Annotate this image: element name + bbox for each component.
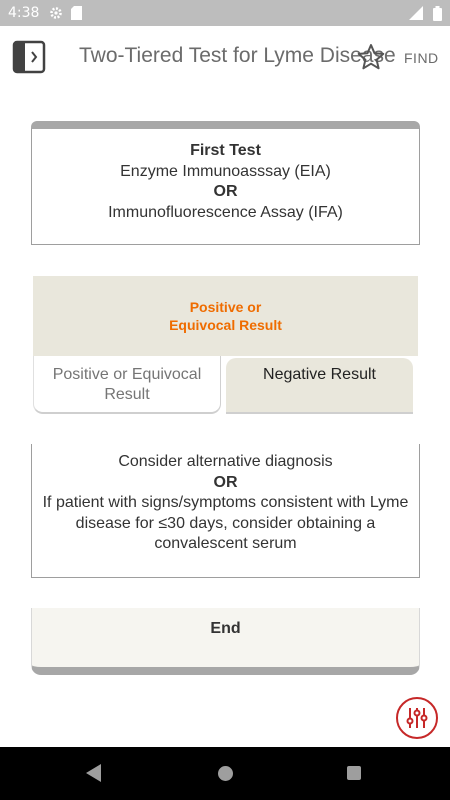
result-or: OR bbox=[213, 473, 238, 491]
menu-icon[interactable] bbox=[12, 40, 48, 74]
system-nav-bar bbox=[0, 747, 450, 800]
find-button[interactable]: FIND bbox=[404, 50, 439, 66]
first-test-or: OR bbox=[213, 183, 238, 200]
settings-icon bbox=[49, 6, 63, 20]
first-test-heading: First Test bbox=[190, 142, 261, 159]
first-test-line2: Immunofluorescence Assay (IFA) bbox=[108, 203, 343, 221]
home-icon[interactable] bbox=[218, 766, 233, 781]
page-title: Two-Tiered Test for Lyme Disease bbox=[79, 44, 396, 67]
result-question bbox=[33, 276, 418, 356]
star-icon[interactable] bbox=[356, 42, 386, 72]
battery-icon bbox=[433, 6, 442, 21]
sd-card-icon bbox=[71, 6, 82, 20]
positive-option-button[interactable]: Positive or Equivocal Result bbox=[33, 356, 221, 414]
recent-apps-icon[interactable] bbox=[347, 766, 361, 780]
status-time: 4:38 bbox=[8, 5, 40, 21]
end-label: End bbox=[210, 620, 241, 637]
adjust-settings-button[interactable] bbox=[396, 697, 438, 739]
result-line2: If patient with signs/symptoms consistent with Lyme disease for ≤30 days, consider obtaining a convalescent serum bbox=[42, 494, 409, 552]
signal-icon bbox=[409, 6, 423, 20]
negative-option-button[interactable]: Negative Result bbox=[226, 358, 413, 414]
first-test-card bbox=[31, 121, 420, 245]
question-line2: Equivocal Result bbox=[169, 317, 282, 333]
status-bar bbox=[0, 0, 450, 26]
sliders-icon bbox=[398, 699, 436, 737]
end-card bbox=[31, 608, 420, 675]
app-bar bbox=[0, 26, 450, 90]
result-line1: Consider alternative diagnosis bbox=[118, 453, 333, 470]
first-test-line1: Enzyme Immunoasssay (EIA) bbox=[120, 162, 331, 180]
negative-result-card bbox=[31, 444, 420, 578]
back-icon[interactable] bbox=[86, 764, 102, 782]
question-line1: Positive or bbox=[189, 299, 262, 315]
